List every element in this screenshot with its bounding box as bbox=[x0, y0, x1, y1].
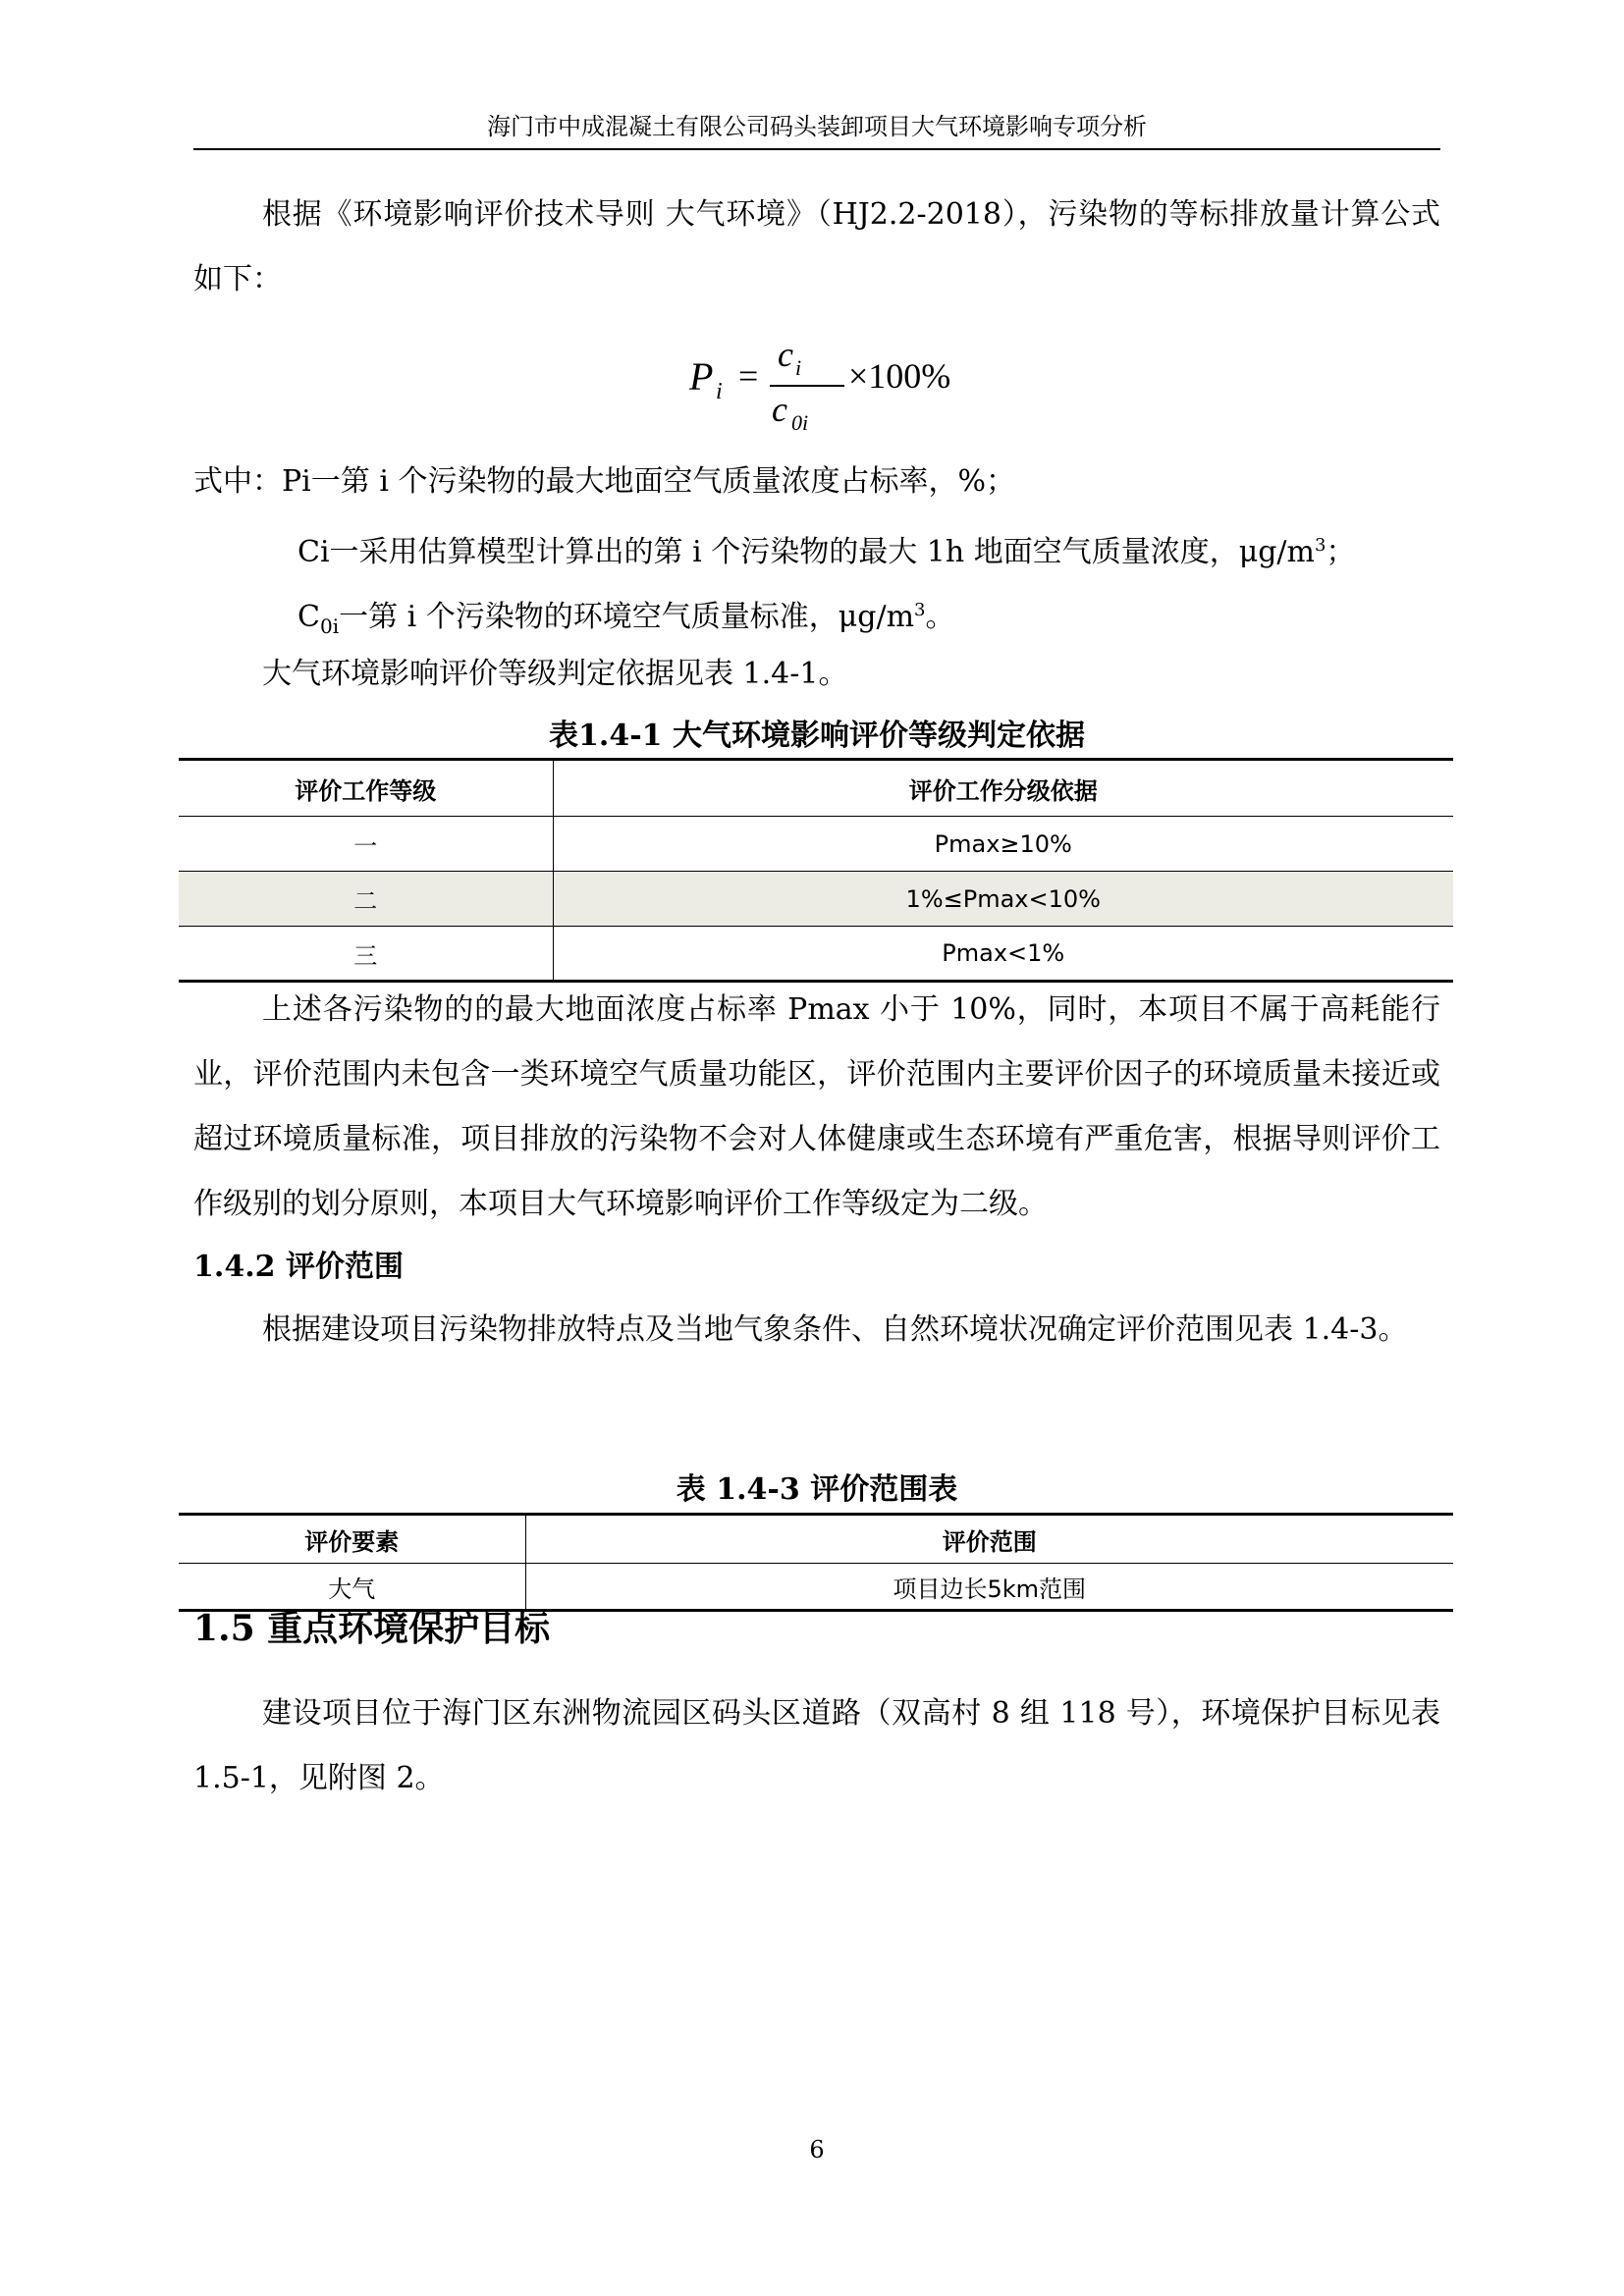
table-cell: Pmax≥10% bbox=[553, 817, 1453, 872]
section-142-heading: 1.4.2 评价范围 bbox=[193, 1250, 404, 1284]
definition-ci-sup: 3 bbox=[1314, 535, 1326, 556]
definition-c0i-suffix: 。 bbox=[925, 600, 955, 634]
definition-c0i-sub: 0i bbox=[319, 614, 340, 638]
table-cell: 项目边长5km范围 bbox=[525, 1564, 1453, 1611]
formula-rhs: ×100% bbox=[848, 356, 951, 396]
formula-denominator-sub: 0i bbox=[791, 410, 809, 435]
section-15-heading: 1.5 重点环境保护目标 bbox=[193, 1608, 551, 1649]
header-rule bbox=[193, 148, 1440, 150]
formula bbox=[689, 334, 964, 442]
table-cell: Pmax<1% bbox=[553, 927, 1453, 982]
table-cell: 1%≤Pmax<10% bbox=[553, 872, 1453, 927]
table-141-header-basis: 评价工作分级依据 bbox=[553, 760, 1453, 817]
table-143-header-element: 评价要素 bbox=[179, 1515, 525, 1564]
table-cell: 大气 bbox=[179, 1564, 525, 1611]
intro-paragraph: 根据《环境影响评价技术导则 大气环境》（HJ2.2-2018），污染物的等标排放量计算公式如下： bbox=[193, 197, 1440, 296]
definition-ci-text: Ci一采用估算模型计算出的第 i 个污染物的最大 1h 地面空气质量浓度，μg/m bbox=[298, 535, 1315, 569]
formula-lhs: P bbox=[689, 354, 714, 399]
definition-ci-suffix: ； bbox=[1326, 535, 1356, 569]
formula-numerator-sub: i bbox=[795, 355, 802, 380]
formula-lhs-sub: i bbox=[716, 379, 723, 404]
formula-equals: = bbox=[738, 356, 759, 396]
page-number: 6 bbox=[809, 2136, 825, 2163]
table-143 bbox=[179, 1513, 1453, 1612]
section-142-paragraph: 根据建设项目污染物排放特点及当地气象条件、自然环境状况确定评价范围见表 1.4-3。 bbox=[262, 1312, 1408, 1347]
table-cell: 二 bbox=[179, 872, 553, 927]
definition-c0i-sup: 3 bbox=[914, 600, 926, 620]
definition-c0i-main: C bbox=[298, 600, 320, 634]
table-row bbox=[179, 872, 1453, 927]
table-row bbox=[179, 927, 1453, 982]
conclusion-paragraph: 上述各污染物的的最大地面浓度占标率 Pmax 小于 10%，同时，本项目不属于高耗能行业，评价范围内未包含一类环境空气质量功能区，评价范围内主要评价因子的环境质量未接近或超过环境质量标准，项目排放的污染物不会对人体健康或生态环境有严重危害，根据导则评价工作级别的划分原则，本项目大气环境影响评价工作等级定为二级。 bbox=[193, 992, 1440, 1221]
table-141-caption: 表1.4-1 大气环境影响评价等级判定依据 bbox=[549, 719, 1085, 753]
table-141 bbox=[179, 758, 1453, 983]
definition-pi: 式中：Pi一第 i 个污染物的最大地面空气质量浓度占标率，%； bbox=[193, 464, 1015, 499]
running-header: 海门市中成混凝土有限公司码头装卸项目大气环境影响专项分析 bbox=[487, 113, 1147, 140]
definition-c0i-text: 一第 i 个污染物的环境空气质量标准，μg/m bbox=[339, 600, 915, 634]
definition-ci bbox=[298, 513, 1446, 585]
table-cell: 一 bbox=[179, 817, 553, 872]
table-row bbox=[179, 817, 1453, 872]
table-143-header-range: 评价范围 bbox=[525, 1515, 1453, 1564]
table-143-caption: 表 1.4-3 评价范围表 bbox=[676, 1472, 958, 1507]
formula-denominator: c bbox=[772, 390, 787, 429]
formula-numerator: c bbox=[778, 335, 793, 374]
table-141-header-level: 评价工作等级 bbox=[179, 760, 553, 817]
section-15-paragraph: 建设项目位于海门区东洲物流园区码头区道路（双高村 8 组 118 号），环境保护目标见表 1.5-1，见附图 2。 bbox=[193, 1696, 1440, 1795]
table-cell: 三 bbox=[179, 927, 553, 982]
table-141-reference: 大气环境影响评价等级判定依据见表 1.4-1。 bbox=[262, 657, 848, 691]
fraction-bar bbox=[770, 385, 844, 387]
